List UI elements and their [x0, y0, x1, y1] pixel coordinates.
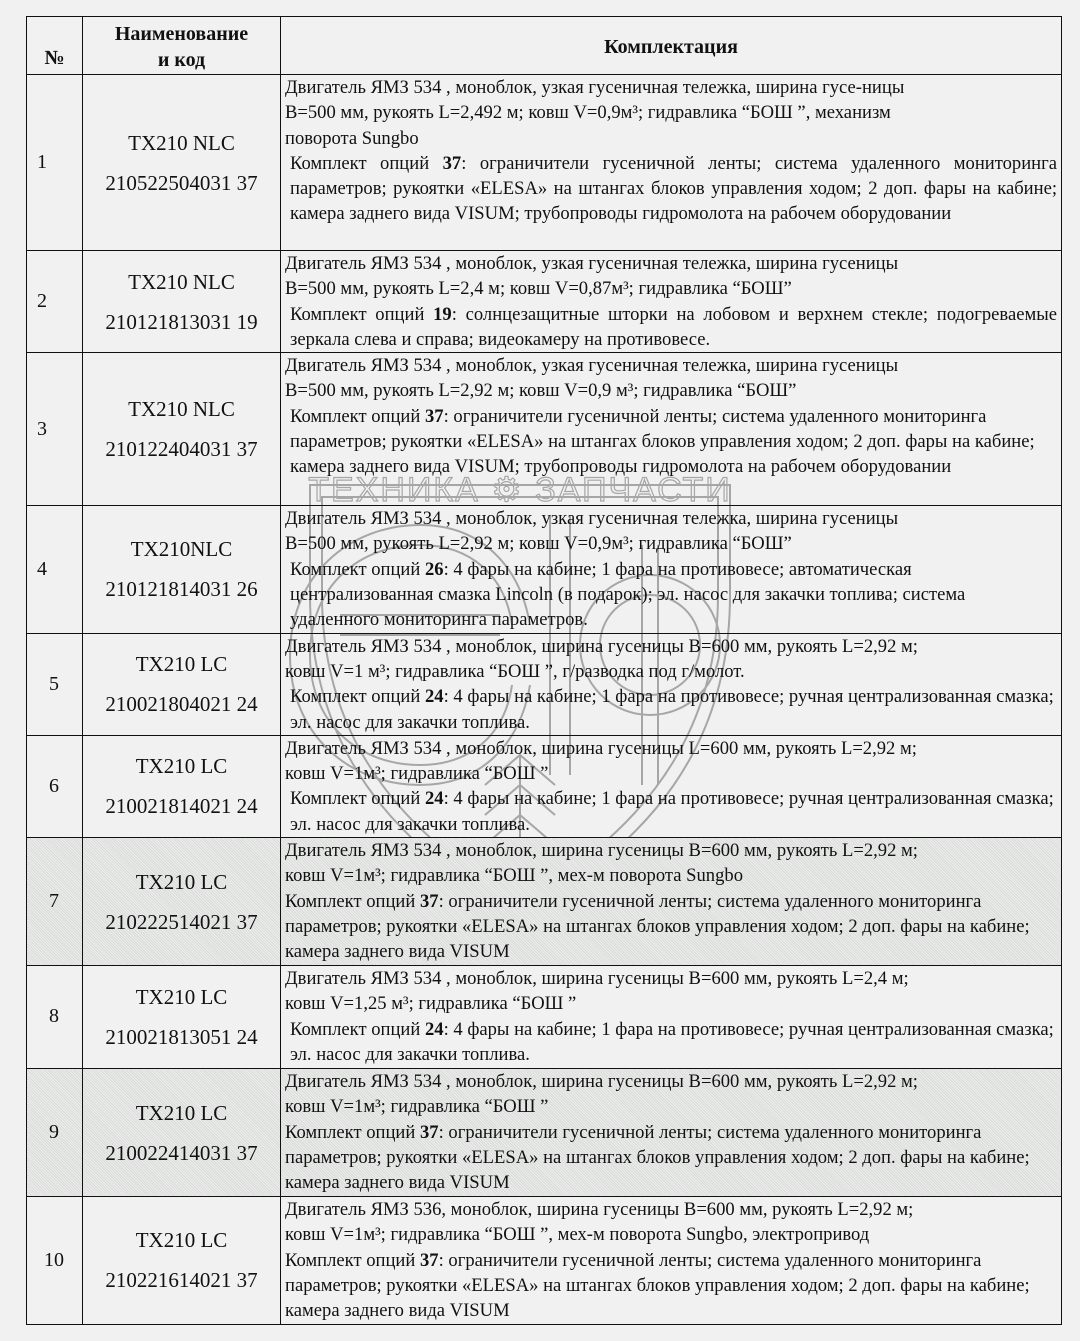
spec-line: ковш V=1,25 м³; гидравлика “БОШ ”	[285, 993, 577, 1015]
row-number: 3	[27, 353, 83, 506]
spec-line: Двигатель ЯМЗ 534 , моноблок, узкая гусеничная тележка, ширина гусе-ницы	[285, 77, 905, 98]
options-kit	[285, 786, 1057, 837]
options-kit	[285, 889, 1057, 965]
options-kit-items: : 4 фары на кабине; 1 фара на противовесе; ручная централизованная смазка; эл. насос для закачки топлива.	[290, 788, 1054, 835]
table-row	[27, 506, 1062, 633]
model-name: TX210 LC	[135, 985, 228, 1010]
model-name: TX210 LC	[135, 652, 228, 677]
table-row	[27, 75, 1062, 251]
table-row	[27, 966, 1062, 1069]
row-name-code	[83, 1197, 281, 1324]
model-code: 210021804021 24	[105, 692, 258, 717]
row-number: 9	[27, 1069, 83, 1197]
options-kit-number: 19	[433, 303, 452, 325]
header-name-line1: Наименование	[114, 22, 249, 45]
row-number: 6	[27, 735, 83, 837]
options-kit-items: : ограничители гусеничной ленты; система удаленного мониторинга параметров; рукоятки «ELESA» на штангах блоков управления ходом; 2 доп. фары на кабине; камера заднего вида VISUM; трубопроводы гидромолота на рабочем оборудовании	[290, 152, 1057, 225]
model-name: TX210 LC	[135, 1228, 228, 1253]
row-configuration	[281, 1197, 1062, 1324]
model-code: 210121814031 26	[105, 577, 258, 602]
spec-line: ковш V=1 м³; гидравлика “БОШ ”, г/разводка под г/молот.	[285, 660, 745, 682]
spec-line: Двигатель ЯМЗ 534 , моноблок, ширина гусеницы B=600 мм, рукоять L=2,92 м;	[285, 840, 918, 862]
spec-line: Двигатель ЯМЗ 534 , моноблок, ширина гусеницы L=600 мм, рукоять L=2,92 м;	[285, 737, 917, 759]
model-code: 210221614021 37	[105, 1268, 258, 1293]
row-name-code	[83, 353, 281, 506]
spec-line: Двигатель ЯМЗ 534 , моноблок, ширина гусеницы B=600 мм, рукоять L=2,92 м;	[285, 1071, 918, 1093]
model-name: TX210 LC	[135, 869, 228, 894]
options-kit	[285, 684, 1057, 735]
row-number: 7	[27, 838, 83, 966]
row-name-code	[83, 1069, 281, 1197]
header-configuration: Комплектация	[281, 17, 1062, 75]
header-number: №	[27, 17, 83, 75]
options-kit-label: Комплект опций	[290, 686, 425, 708]
options-kit-items: : ограничители гусеничной ленты; система удаленного мониторинга параметров; рукоятки «ELESA» на штангах блоков управления ходом; 2 доп. фары на кабине; камера заднего вида VISUM	[285, 1249, 1030, 1322]
row-name-code	[83, 506, 281, 633]
table-row	[27, 1197, 1062, 1324]
options-kit-items: : 4 фары на кабине; 1 фара на противовесе; ручная централизованная смазка; эл. насос для закачки топлива.	[290, 686, 1054, 733]
options-kit-items: : 4 фары на кабине; 1 фара на противовесе; автоматическая централизованная смазка Lincoln (в подарок); эл. насос для закачки топлива; система удаленного мониторинга параметров.	[290, 558, 966, 631]
model-name: TX210 LC	[135, 1100, 228, 1125]
row-configuration	[281, 838, 1062, 966]
options-kit-number: 26	[424, 558, 444, 580]
model-code: 210121813031 19	[105, 309, 258, 334]
model-code: 210022414031 37	[105, 1140, 258, 1165]
row-name-code	[83, 633, 281, 735]
options-kit	[285, 404, 1057, 480]
table-row	[27, 735, 1062, 837]
options-kit-number: 37	[424, 405, 444, 427]
model-code: 210122404031 37	[105, 437, 258, 462]
options-kit	[285, 151, 1057, 227]
table-row	[27, 838, 1062, 966]
table-row	[27, 633, 1062, 735]
options-kit-number: 37	[419, 890, 439, 912]
row-configuration	[281, 251, 1062, 353]
spec-line: ковш V=1м³; гидравлика “БОШ ”, мех-м поворота Sungbo, электропривод	[285, 1224, 870, 1246]
model-name: TX210 NLC	[128, 269, 235, 294]
spec-line: B=500 мм, рукоять L=2,4 м; ковш V=0,87м³; гидравлика “БОШ”	[285, 278, 792, 300]
row-number: 8	[27, 966, 83, 1069]
spec-line: ковш V=1м³; гидравлика “БОШ ”	[285, 1096, 549, 1118]
options-kit-label: Комплект опций	[290, 152, 443, 174]
options-kit-number: 37	[419, 1121, 439, 1143]
row-name-code	[83, 75, 281, 251]
spec-line: ковш V=1м³; гидравлика “БОШ ”, мех-м поворота Sungbo	[285, 865, 743, 887]
options-kit-number: 24	[424, 788, 444, 810]
model-name: TX210 LC	[135, 754, 228, 779]
model-code: 210522504031 37	[105, 170, 258, 195]
options-kit	[285, 1120, 1057, 1196]
row-number: 4	[27, 506, 83, 633]
row-name-code	[83, 251, 281, 353]
options-kit-items: : ограничители гусеничной ленты; система удаленного мониторинга параметров; рукоятки «ELESA» на штангах блоков управления ходом; 2 доп. фары на кабине; камера заднего вида VISUM	[285, 890, 1030, 963]
options-kit-label: Комплект опций	[290, 1018, 425, 1040]
table-row	[27, 353, 1062, 506]
spec-line: Двигатель ЯМЗ 534 , моноблок, ширина гусеницы B=600 мм, рукоять L=2,92 м;	[285, 635, 918, 657]
row-name-code	[83, 966, 281, 1069]
options-kit-label: Комплект опций	[285, 890, 420, 912]
options-kit-label: Комплект опций	[285, 1121, 420, 1143]
spec-line: Двигатель ЯМЗ 534 , моноблок, узкая гусеничная тележка, ширина гусеницы	[285, 508, 899, 530]
options-kit-number: 37	[442, 152, 462, 174]
options-kit-items: : ограничители гусеничной ленты; система удаленного мониторинга параметров; рукоятки «ELESA» на штангах блоков управления ходом; 2 доп. фары на кабине; камера заднего вида VISUM; трубопроводы гидромолота на рабочем оборудовании	[290, 405, 1035, 478]
row-number: 2	[27, 251, 83, 353]
row-number: 10	[27, 1197, 83, 1324]
options-kit-number: 24	[424, 686, 444, 708]
row-configuration	[281, 75, 1062, 251]
row-configuration	[281, 966, 1062, 1069]
options-kit-number: 37	[419, 1249, 439, 1271]
row-name-code	[83, 838, 281, 966]
options-kit-number: 24	[424, 1018, 444, 1040]
options-kit-label: Комплект опций	[290, 558, 425, 580]
row-configuration	[281, 1069, 1062, 1197]
row-configuration	[281, 633, 1062, 735]
table-header-row	[27, 17, 1062, 75]
options-kit	[285, 302, 1057, 353]
spec-line: B=500 мм, рукоять L=2,92 м; ковш V=0,9 м³; гидравлика “БОШ”	[285, 380, 797, 402]
header-name-code	[83, 17, 281, 75]
row-configuration	[281, 735, 1062, 837]
options-kit-items: : солнцезащитные шторки на лобовом и верхнем стекле; подогреваемые зеркала слева и справа; видеокамеру на противовесе.	[290, 303, 1057, 350]
options-kit	[285, 1248, 1057, 1324]
options-kit-items: : 4 фары на кабине; 1 фара на противовесе; ручная централизованная смазка; эл. насос для закачки топлива.	[290, 1018, 1054, 1065]
spec-line: поворота Sungbo	[285, 127, 419, 149]
spec-line: Двигатель ЯМЗ 534 , моноблок, узкая гусеничная тележка, ширина гусеницы	[285, 253, 899, 274]
row-configuration	[281, 353, 1062, 506]
spec-line: Двигатель ЯМЗ 534 , моноблок, узкая гусеничная тележка, ширина гусеницы	[285, 355, 899, 377]
spec-line: B=500 мм, рукоять L=2,492 м; ковш V=0,9м³; гидравлика “БОШ ”, механизм	[285, 102, 891, 124]
model-name: TX210NLC	[130, 537, 233, 562]
table-row	[27, 1069, 1062, 1197]
model-name: TX210 NLC	[128, 397, 235, 422]
options-kit	[285, 557, 1057, 633]
header-name-line2: и код	[157, 48, 206, 71]
spec-line: ковш V=1м³; гидравлика “БОШ ”	[285, 763, 549, 785]
row-name-code	[83, 735, 281, 837]
model-code: 210222514021 37	[105, 909, 258, 934]
table-row	[27, 251, 1062, 353]
row-configuration	[281, 506, 1062, 633]
options-kit-label: Комплект опций	[285, 1249, 420, 1271]
spec-line: B=500 мм, рукоять L=2,92 м; ковш V=0,9м³; гидравлика “БОШ”	[285, 533, 792, 555]
configuration-table	[26, 16, 1062, 1325]
watermark-text: ТЕХНИКА ⚙ ЗАПЧАСТИ	[308, 471, 732, 509]
row-number: 1	[27, 75, 83, 251]
options-kit-items: : ограничители гусеничной ленты; система удаленного мониторинга параметров; рукоятки «ELESA» на штангах блоков управления ходом; 2 доп. фары на кабине; камера заднего вида VISUM	[285, 1121, 1030, 1194]
spec-line: Двигатель ЯМЗ 536, моноблок, ширина гусеницы B=600 мм, рукоять L=2,92 м;	[285, 1199, 914, 1221]
options-kit-label: Комплект опций	[290, 303, 434, 325]
model-code: 210021814021 24	[105, 794, 258, 819]
options-kit-label: Комплект опций	[290, 788, 425, 810]
model-code: 210021813051 24	[105, 1025, 258, 1050]
row-number: 5	[27, 633, 83, 735]
model-name: TX210 NLC	[128, 130, 235, 155]
options-kit-label: Комплект опций	[290, 405, 425, 427]
spec-line: Двигатель ЯМЗ 534 , моноблок, ширина гусеницы B=600 мм, рукоять L=2,4 м;	[285, 968, 909, 990]
options-kit	[285, 1017, 1057, 1068]
